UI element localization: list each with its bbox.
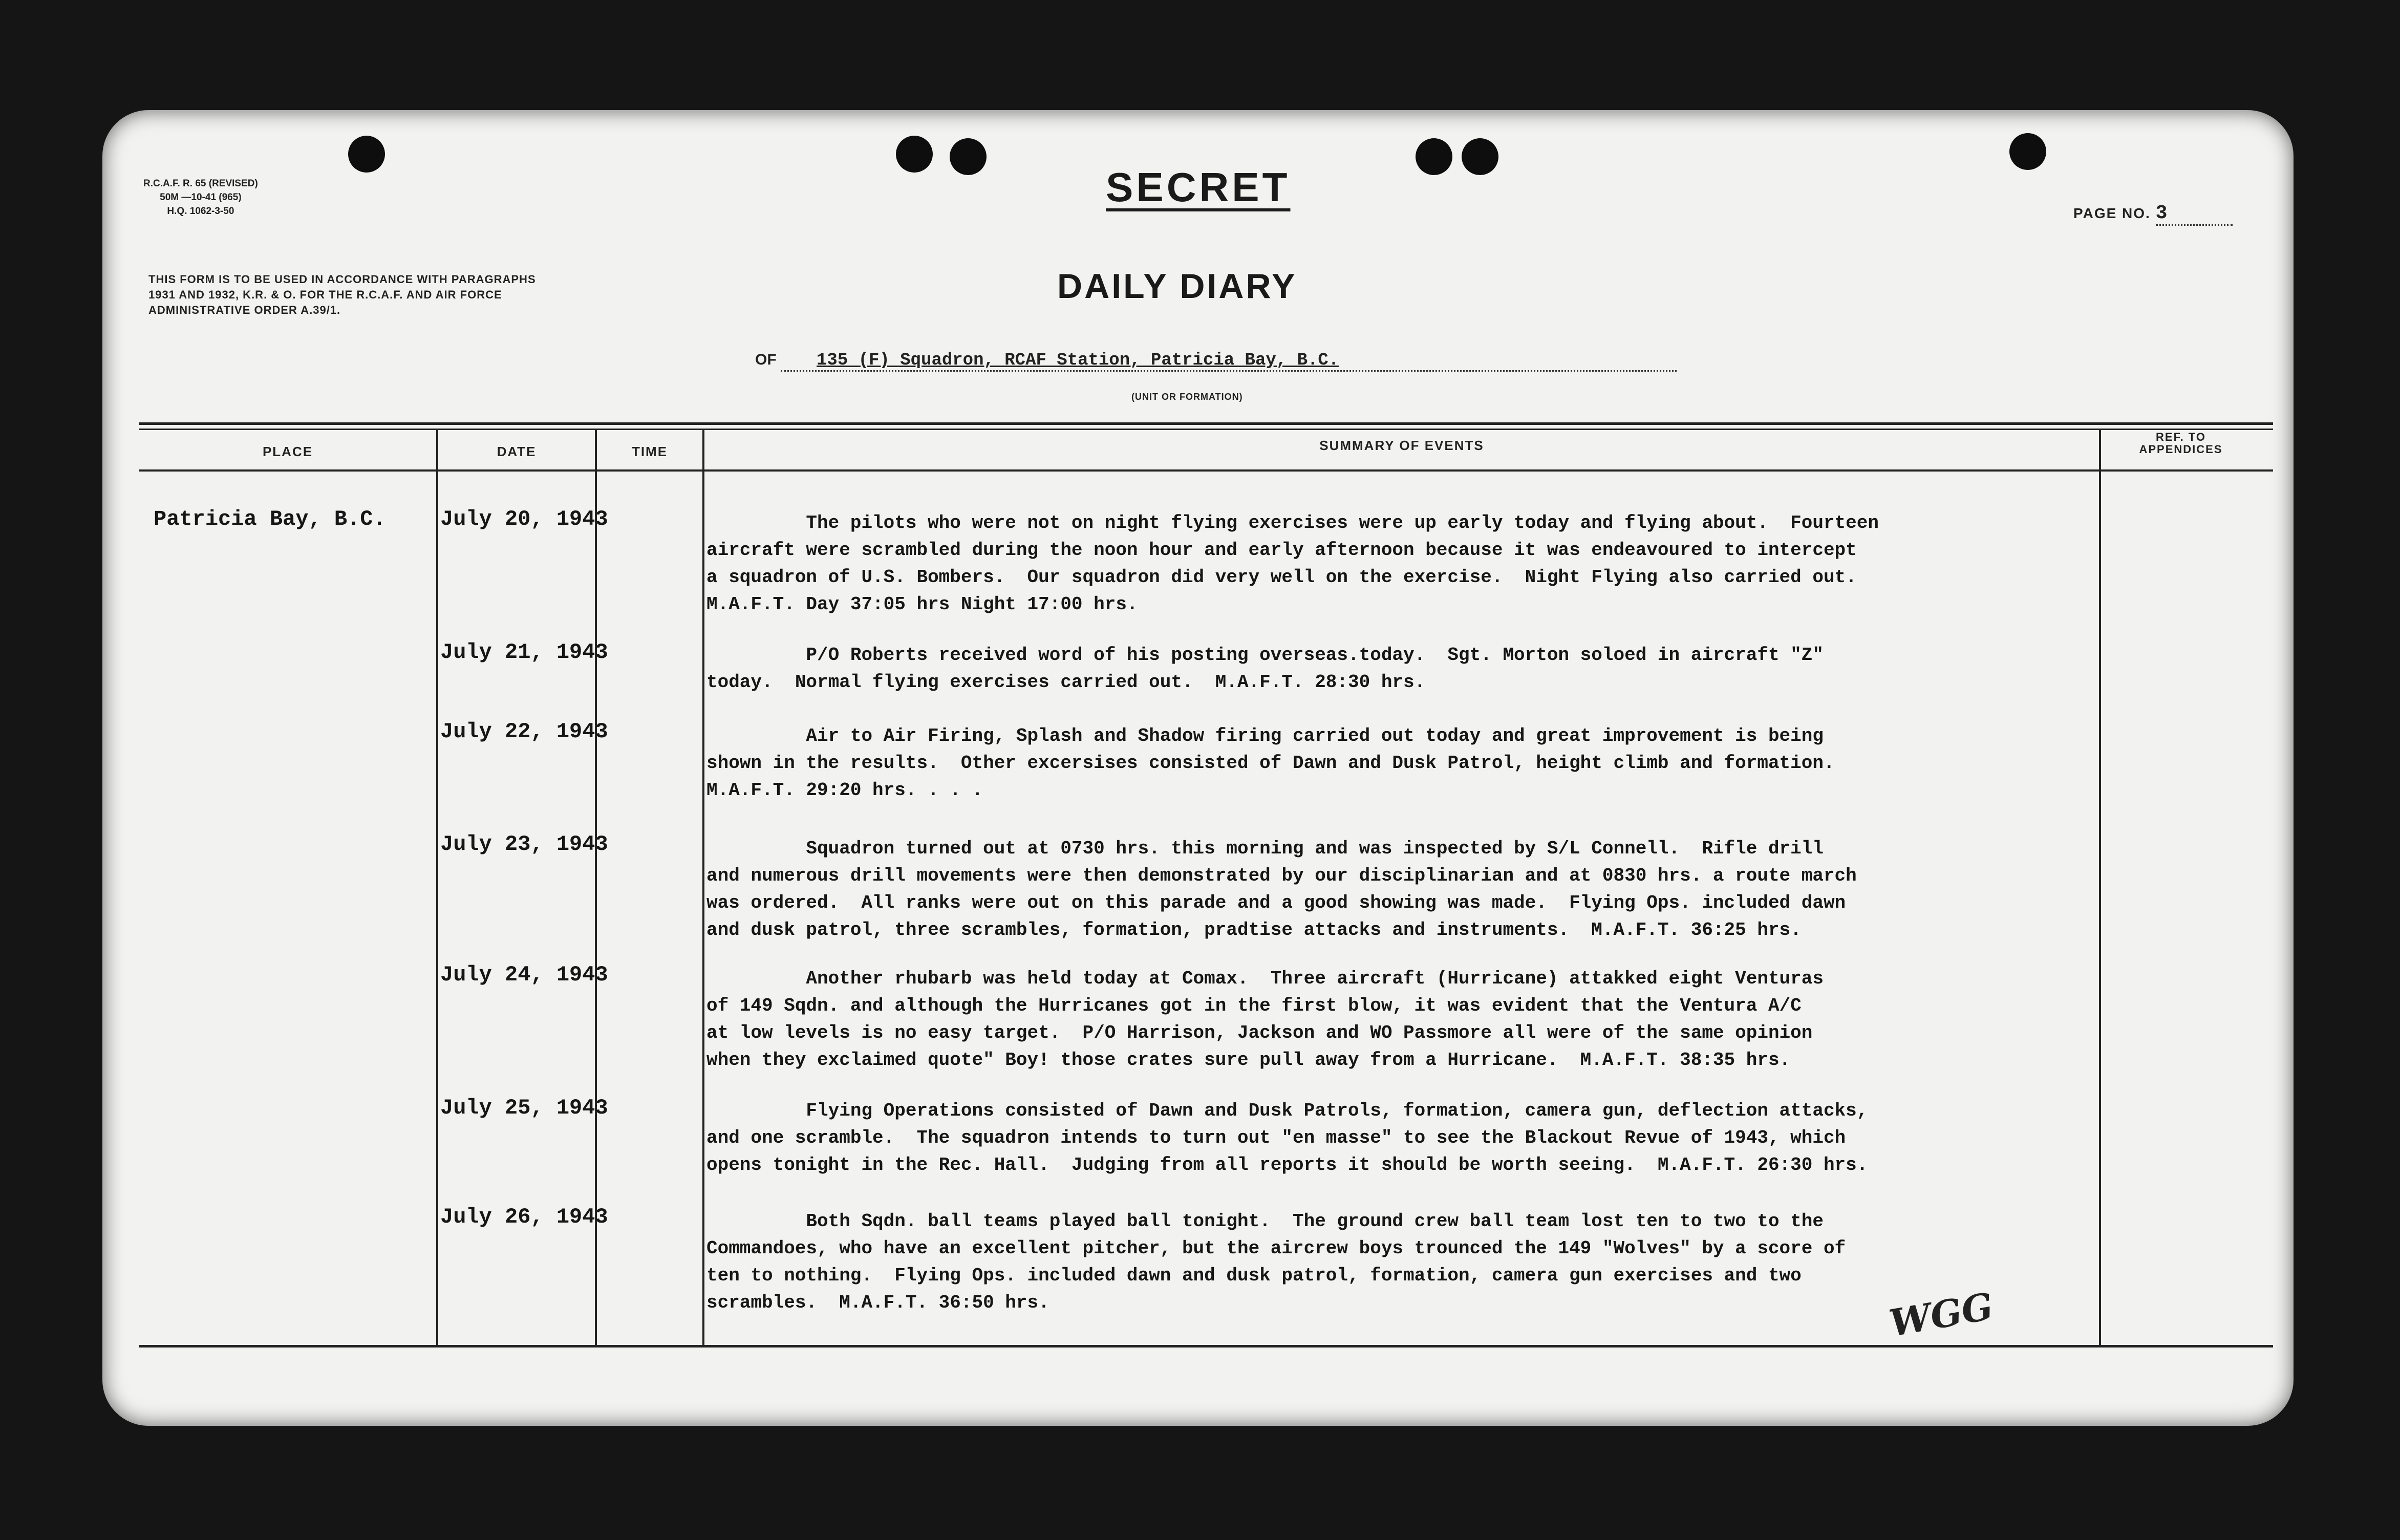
place-cell: Patricia Bay, B.C.: [154, 507, 386, 531]
summary-entry: Another rhubarb was held today at Comax. Three aircraft (Hurricane) attakked eight Venturas of 149 Sqdn. and although the Hurricanes got in the first blow, it was evident that the Ventura A/C at low levels is no easy target. P/O Harrison, Jackson and WO Passmore all were of the same opinion when they exclaimed quote" Boy! those crates sure pull away from a Hurricane. M.A.F.T. 38:35 hrs.: [706, 968, 1824, 1071]
form-id-line: 50M —10-41 (965): [160, 192, 242, 203]
form-id-line: R.C.A.F. R. 65 (REVISED): [143, 178, 258, 189]
punch-hole: [1462, 138, 1498, 175]
diary-form-card: [102, 110, 2294, 1426]
punch-hole: [1416, 138, 1452, 175]
date-cell: July 26, 1943: [440, 1205, 608, 1229]
header-date: DATE: [497, 444, 537, 459]
summary-entry: The pilots who were not on night flying exercises were up early today and flying about. Fourteen aircraft were scrambled during the noon hour and early afternoon because it was endeavoured to intercept a squadron of U.S. Bombers. Our squadron did very well on the exercise. Night Flying also carried out. M.A.F.T. Day 37:05 hrs Night 17:00 hrs.: [706, 512, 1879, 615]
summary-entry: Squadron turned out at 0730 hrs. this morning and was inspected by S/L Connell. Rifle drill and numerous drill movements were then demonstrated by our disciplinarian and at 0830 hrs. a route march was ordered. All ranks were out on this parade and a good showing was made. Flying Ops. included dawn and dusk patrol, three scrambles, formation, pradtise attacks and instruments. M.A.F.T. 36:25 hrs.: [706, 838, 1857, 940]
page-number-label: PAGE NO.: [2073, 205, 2151, 221]
date-cell: July 25, 1943: [440, 1096, 608, 1120]
punch-hole: [896, 136, 933, 173]
page-number-field: [2073, 202, 2233, 226]
table-top-rule: [139, 429, 2273, 430]
diary-title: DAILY DIARY: [1057, 267, 1297, 306]
date-cell: July 24, 1943: [440, 963, 608, 987]
header-bottom-rule: [139, 469, 2273, 472]
summary-entry: Air to Air Firing, Splash and Shadow firing carried out today and great improvement is being shown in the results. Other excersises consisted of Dawn and Dusk Patrol, height climb and formation. M.A.F.T. 29:20 hrs. . . .: [706, 725, 1835, 801]
summary-entry: Both Sqdn. ball teams played ball tonight. The ground crew ball team lost ten to two to the Commandoes, who have an excellent pitcher, but the aircrew boys trounced the 149 "Wolves" by a score of ten to nothing. Flying Ops. included dawn and dusk patrol, formation, camera gun exercises and two scrambles. M.A.F.T. 36:50 hrs.: [706, 1211, 1846, 1313]
table-bottom-rule: [139, 1345, 2273, 1348]
date-cell: July 21, 1943: [440, 640, 608, 665]
header-time: TIME: [631, 444, 668, 459]
classification-title: SECRET: [1106, 164, 1291, 210]
unit-caption: (UNIT OR FORMATION): [1131, 392, 1243, 402]
date-cell: July 20, 1943: [440, 507, 608, 531]
column-divider: [702, 429, 704, 1348]
page-number-value: 3: [2156, 202, 2233, 226]
form-id-line: H.Q. 1062-3-50: [167, 206, 234, 217]
column-divider: [436, 429, 438, 1348]
summary-entry: P/O Roberts received word of his posting overseas.today. Sgt. Morton soloed in aircraft "Z" today. Normal flying exercises carried out. M.A.F.T. 28:30 hrs.: [706, 645, 1824, 693]
punch-hole: [2009, 133, 2046, 170]
unit-line: [755, 351, 1677, 372]
punch-hole: [348, 136, 385, 173]
form-identifier: [143, 177, 258, 218]
unit-name: 135 (F) Squadron, RCAF Station, Patricia Bay, B.C.: [781, 351, 1677, 372]
header-ref-appendices: REF. TO APPENDICES: [2139, 431, 2223, 456]
of-label: OF: [755, 351, 777, 368]
header-place: PLACE: [262, 444, 313, 459]
date-cell: July 22, 1943: [440, 719, 608, 744]
form-instructions: THIS FORM IS TO BE USED IN ACCORDANCE WITH PARAGRAPHS 1931 AND 1932, K.R. & O. FOR THE R.C.A.F. AND AIR FORCE ADMINISTRATIVE ORDER A.39/1.: [148, 273, 536, 316]
header-summary: SUMMARY OF EVENTS: [1319, 438, 1484, 453]
table-top-rule: [139, 422, 2273, 425]
summary-entry: Flying Operations consisted of Dawn and Dusk Patrols, formation, camera gun, deflection attacks, and one scramble. The squadron intends to turn out "en masse" to see the Blackout Revue of 1943, which opens tonight in the Rec. Hall. Judging from all reports it should be worth seeing. M.A.F.T. 26:30 hrs.: [706, 1100, 1868, 1175]
punch-hole: [950, 138, 987, 175]
handwritten-initials: WGG: [1886, 1284, 1997, 1345]
date-cell: July 23, 1943: [440, 832, 608, 857]
